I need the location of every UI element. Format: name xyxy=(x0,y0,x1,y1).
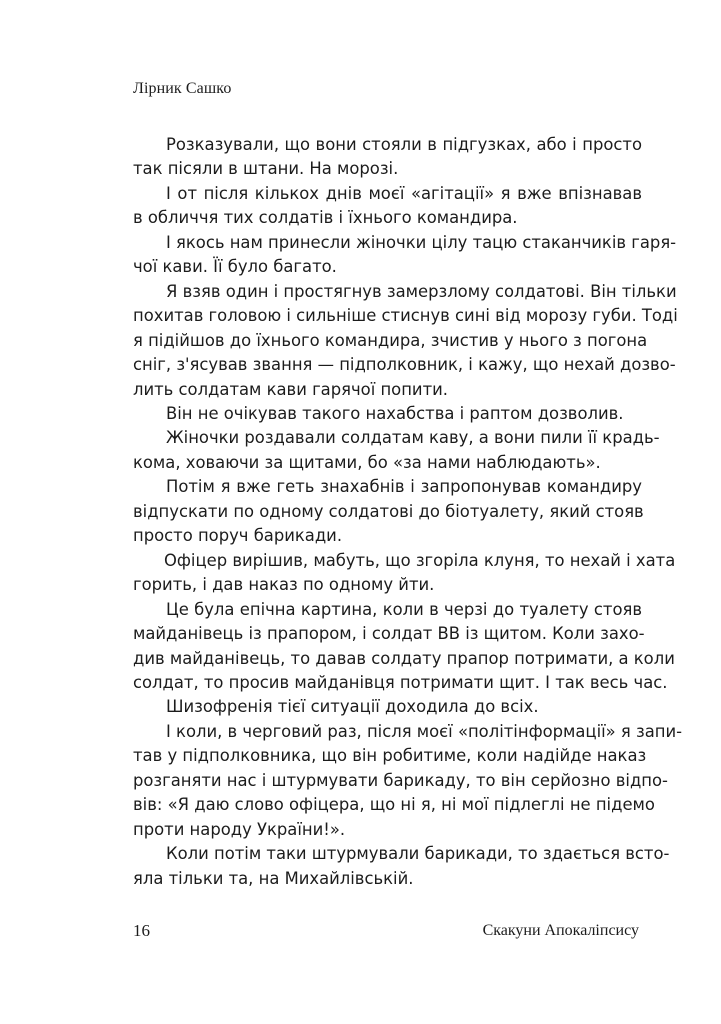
paragraph xyxy=(133,598,675,696)
text-line: Він не очікував такого нахабства і раптом дозволив. xyxy=(166,403,624,423)
text-line: І коли, в черговий раз, після моєї «політінформації» я запи- xyxy=(166,721,683,741)
text-line: тав у підполковника, що він робитиме, коли надійде наказ xyxy=(133,746,647,766)
text-line: відпускати по одному солдатові до біотуалету, який стояв xyxy=(133,501,644,521)
paragraph xyxy=(133,133,642,182)
book-title-footer: Скакуни Апокаліпсису xyxy=(482,922,639,939)
text-line: похитав головою і сильніше стиснув сині від морозу губи. Тоді xyxy=(133,306,678,326)
page-number: 16 xyxy=(133,921,150,940)
text-line: Потім я вже геть знахабнів і запропонував командиру xyxy=(166,477,642,497)
text-line: кома, ховаючи за щитами, бо «за нами наблюдають». xyxy=(133,452,601,472)
text-line: так пісяли в штани. На морозі. xyxy=(133,159,399,179)
text-line: вів: «Я даю слово офіцера, що ні я, ні мої підлеглі не підемо xyxy=(133,795,655,815)
paragraph xyxy=(133,231,677,280)
paragraph xyxy=(133,842,670,891)
text-line: Я взяв один і простягнув замерзлому солдатові. Він тільки xyxy=(166,281,677,301)
text-line: І якось нам принесли жіночки цілу тацю стаканчиків гаря- xyxy=(166,232,677,252)
paragraph xyxy=(133,182,642,231)
text-line: проти народу України!». xyxy=(133,819,346,839)
paragraph xyxy=(133,426,660,475)
text-line: чої кави. Її було багато. xyxy=(133,257,337,277)
text-line: яла тільки та, на Михайлівській. xyxy=(133,868,414,888)
text-line: сніг, з'ясував звання — підполковник, і кажу, що нехай дозво- xyxy=(133,355,676,375)
paragraph xyxy=(133,720,683,842)
text-line: солдат, то просив майданівця потримати щит. І так весь час. xyxy=(133,672,668,692)
running-head: Лірник Сашко xyxy=(133,80,232,97)
text-line: майданівець із прапором, і солдат ВВ із щитом. Коли захо- xyxy=(133,624,645,644)
text-line: розганяти нас і штурмувати барикаду, то він серйозно відпо- xyxy=(133,770,668,790)
text-line: Це була епічна картина, коли в черзі до туалету стояв xyxy=(166,599,642,619)
paragraph xyxy=(133,402,642,426)
text-line: Жіночки роздавали солдатам каву, а вони пили її крадь- xyxy=(166,428,660,448)
paragraph xyxy=(133,475,642,548)
text-line: в обличчя тих солдатів і їхнього командира. xyxy=(133,208,518,228)
text-line: я підійшов до їхнього командира, зчистив у нього з погона xyxy=(133,330,648,350)
text-line: І от після кількох днів моєї «агітації» я вже впізнавав xyxy=(166,183,642,203)
text-line: Шизофренія тієї ситуації доходила до всіх. xyxy=(166,697,539,717)
paragraph xyxy=(133,280,678,402)
paragraph xyxy=(133,549,676,598)
text-line: горить, і дав наказ по одному йти. xyxy=(133,575,435,595)
text-line: лить солдатам кави гарячої попити. xyxy=(133,379,448,399)
text-line: Розказували, що вони стояли в підгузках, або і просто xyxy=(166,135,642,154)
text-line: Офіцер вирішив, мабуть, що згоріла клуня, то нехай і хата xyxy=(164,550,676,570)
body-text xyxy=(133,133,683,891)
text-line: див майданівець, то давав солдату прапор потримати, а коли xyxy=(133,648,675,668)
paragraph xyxy=(133,695,642,719)
text-line: просто поруч барикади. xyxy=(133,526,343,546)
text-line: Коли потім таки штурмували барикади, то здається всто- xyxy=(166,844,670,864)
